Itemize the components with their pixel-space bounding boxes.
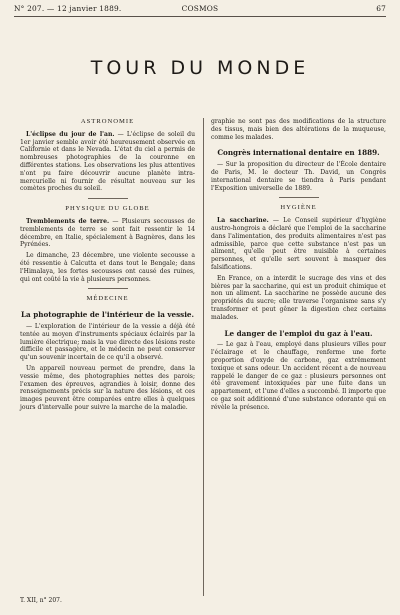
physique-paragraph bbox=[20, 218, 195, 249]
gaz-paragraph: — Le gaz à l'eau, employé dans plusieurs villes pour l'éclairage et le chauffage, renferme une forte proportion d'oxyde de carbone, gaz extrêmement toxique et sans odeur. Un accident récent a de nouveau rappelé le danger de ce gaz : plusieurs personnes ont été gravement intoxiquées par une fuite dans un appartement, et l'une d'elles a succombé. Il importe que ce gaz soit additionné d'une substance odorante qui en révèle la présence. bbox=[211, 341, 386, 411]
issue-date: N° 207. — 12 janvier 1889. bbox=[14, 4, 122, 13]
continuation-paragraph: graphie ne sont pas des modifications de la structure des tissus, mais bien des altérations de la muqueuse, comme les malades. bbox=[211, 118, 386, 141]
saccharine-paragraph bbox=[211, 217, 386, 272]
gaz-subheading: Le danger de l'emploi du gaz à l'eau. bbox=[224, 328, 373, 338]
left-column bbox=[20, 118, 195, 415]
physique-paragraph-2: Le dimanche, 23 décembre, une violente secousse a été ressentie à Calcutta et dans tout le Bengale; dans l'Himalaya, les fortes secousses ont causé des ruines, qui ont coûté la vie à plusieurs personnes. bbox=[20, 252, 195, 283]
astronomie-text: — L'éclipse de soleil du 1er janvier semble avoir été heureusement observée en Californie et dans le Nevada. L'état du ciel a permis de nombreuses photographies de la couronne en différentes stations. Les observations les plus attentives n'ont pu faire découvrir aucune planète intra-mercurielle ni fournir de résultat nouveau sur les comètes proches du soleil. bbox=[20, 130, 196, 193]
physique-heading: PHYSIQUE DU GLOBE bbox=[65, 205, 150, 213]
divider-rule bbox=[279, 197, 319, 198]
saccharine-paragraph-2: En France, on a interdit le sucrage des vins et des bières par la saccharine, qui est un produit chimique et non un aliment. La saccharine ne possède aucune des propriétés du sucre; elle traverse l'organisme sans s'y transformer et peut gêner la digestion chez certains malades. bbox=[211, 274, 386, 321]
medecine-heading: MÉDECINE bbox=[86, 295, 129, 303]
medecine-subheading: La photographie de l'intérieur de la vessie. bbox=[20, 310, 195, 320]
saccharine-text: — Le Conseil supérieur d'hygiène austro-hongrois a déclaré que l'emploi de la saccharine dans l'alimentation, des produits alimentaires n'est pas admissible, parce que cette substance n'est pas un aliment, qu'elle peut être nuisible à certaines personnes, et qu'elle sert souvent à masquer des falsifications. bbox=[211, 217, 386, 271]
hygiene-heading: HYGIÈNE bbox=[280, 204, 317, 212]
astronomie-heading: ASTRONOMIE bbox=[80, 118, 135, 125]
right-column bbox=[211, 118, 386, 415]
page-footer: T. XII, n° 207. bbox=[20, 597, 62, 604]
section-title: TOUR DU MONDE bbox=[90, 57, 310, 79]
column-divider bbox=[203, 118, 204, 596]
journal-name: COSMOS bbox=[181, 4, 219, 13]
header-rule bbox=[14, 16, 386, 17]
congres-paragraph: — Sur la proposition du directeur de l'École dentaire de Paris, M. le docteur Th. David, un Congrès international dentaire se tiendra à Paris pendant l'Exposition universelle de 1889. bbox=[211, 161, 386, 192]
astronomie-lead: L'éclipse du jour de l'an. bbox=[26, 130, 115, 138]
medecine-paragraph: — L'exploration de l'intérieur de la vessie a déjà été tentée au moyen d'instruments spéciaux éclairés par la lumière électrique; mais la vue directe des lésions reste difficile et passagère, et le médecin ne peut conserver qu'un souvenir incertain de ce qu'il a observé. bbox=[20, 322, 195, 362]
astronomie-paragraph bbox=[20, 131, 195, 193]
divider-rule bbox=[88, 288, 128, 289]
congres-subheading: Congrès international dentaire en 1889. bbox=[217, 148, 380, 158]
page-number: 67 bbox=[376, 4, 386, 13]
divider-rule bbox=[88, 198, 128, 199]
physique-lead: Tremblements de terre. bbox=[26, 217, 110, 225]
physique-text: — Plusieurs secousses de tremblements de terre se sont fait ressentir le 14 décembre, en Italie, spécialement à Bagnères, dans les Pyrénées. bbox=[20, 217, 196, 249]
running-head bbox=[14, 4, 386, 15]
saccharine-lead: La saccharine. bbox=[217, 217, 269, 225]
medecine-paragraph-2: Un appareil nouveau permet de prendre, dans la vessie même, des photographies nettes des parois; l'examen des épreuves, agrandies à loisir, donne des renseignements précis sur la nature des lésions, et ces images peuvent être comparées entre elles à quelques jours d'intervalle pour suivre la marche de la maladie. bbox=[20, 364, 195, 411]
